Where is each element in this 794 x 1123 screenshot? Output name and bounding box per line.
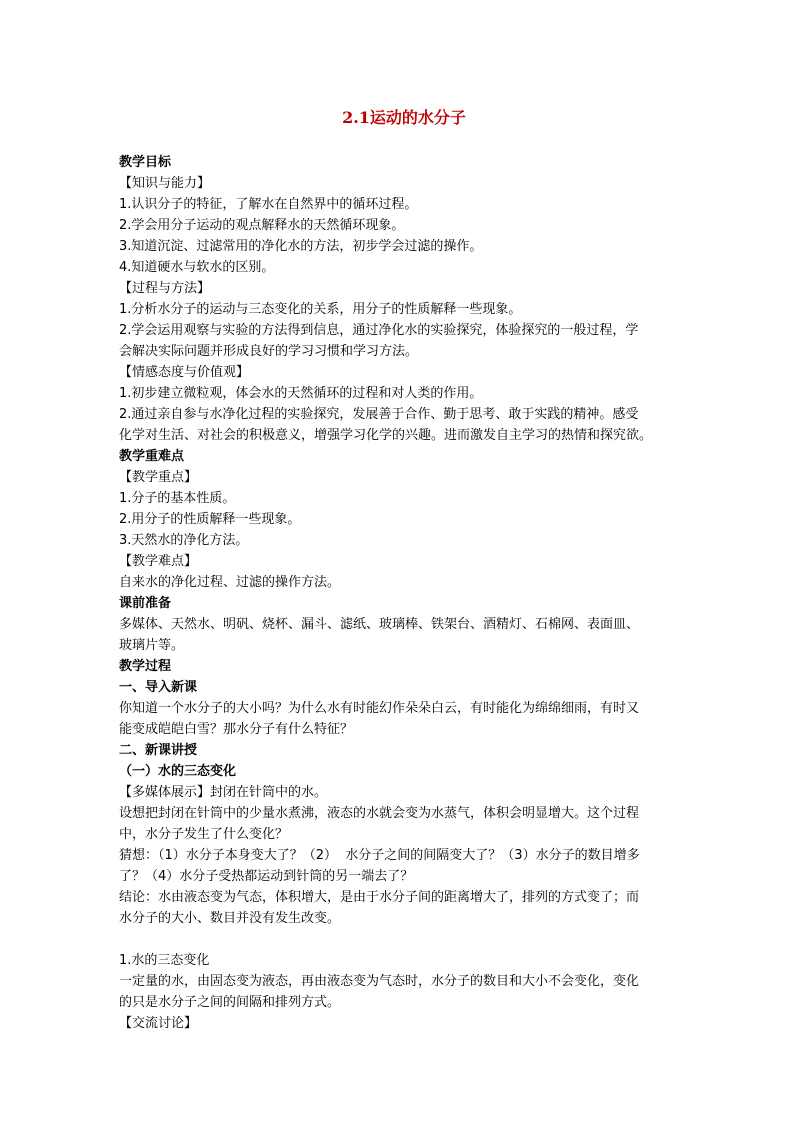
section-heading: 二、新课讲授: [119, 743, 198, 758]
section-heading: 教学目标: [119, 155, 172, 170]
text-line: 【多媒体展示】封闭在针筒中的水。: [119, 785, 328, 800]
text-line: 1.初步建立微粒观，体会水的天然循环的过程和对人类的作用。: [119, 386, 483, 401]
text-line: 2.学会运用观察与实验的方法得到信息，通过净化水的实验探究，体验探究的一般过程，学: [119, 323, 639, 338]
text-line: 结论：水由液态变为气态，体积增大，是由于水分子间的距离增大了，排列的方式变了；而: [119, 890, 640, 905]
text-line: 水分子的大小、数目并没有发生改变。: [119, 911, 341, 926]
text-line: 1.认识分子的特征，了解水在自然界中的循环过程。: [119, 197, 418, 212]
text-line: 【交流讨论】: [119, 1016, 198, 1031]
text-line: 【教学难点】: [119, 554, 198, 569]
text-line: 会解决实际问题并形成良好的学习习惯和学习方法。: [119, 344, 419, 359]
text-line: 中，水分子发生了什么变化？: [119, 827, 289, 842]
text-line: 1.水的三态变化: [119, 953, 210, 968]
text-line: 1.分子的基本性质。: [119, 491, 236, 506]
document-body: [119, 152, 684, 1034]
document-title: 2.1运动的水分子: [342, 108, 466, 127]
text-line: 你知道一个水分子的大小吗？为什么水有时能幻作朵朵白云，有时能化为绵绵细雨，有时又: [119, 701, 640, 716]
section-heading: 课前准备: [119, 596, 172, 611]
blank-line: [119, 929, 684, 950]
section-heading: （一）水的三态变化: [119, 764, 237, 779]
section-heading: 一、导入新课: [119, 680, 198, 695]
text-line: 2.学会用分子运动的观点解释水的天然循环现象。: [119, 218, 405, 233]
text-line: 【情感态度与价值观】: [119, 365, 250, 380]
text-line: 自来水的净化过程、过滤的操作方法。: [119, 575, 341, 590]
text-line: 3.天然水的净化方法。: [119, 533, 249, 548]
text-line: 了？（4）水分子受热都运动到针筒的另一端去了？: [119, 869, 414, 884]
text-line: 2.用分子的性质解释一些现象。: [119, 512, 301, 527]
text-line: 【知识与能力】: [119, 176, 211, 191]
text-line: 【教学重点】: [119, 470, 198, 485]
section-heading: 教学重难点: [119, 449, 185, 464]
text-line: 多媒体、天然水、明矾、烧杯、漏斗、滤纸、玻璃棒、铁架台、酒精灯、石棉网、表面皿、: [119, 617, 640, 632]
text-line: 2.通过亲自参与水净化过程的实验探究，发展善于合作、勤于思考、敢于实践的精神。感受: [119, 407, 639, 422]
text-line: 能变成皑皑白雪？那水分子有什么特征？: [119, 722, 354, 737]
text-line: 【过程与方法】: [119, 281, 211, 296]
text-line: 猜想：（1）水分子本身变大了？（2） 水分子之间的间隔变大了？（3）水分子的数目增多: [119, 848, 640, 863]
text-line: 3.知道沉淀、过滤常用的净化水的方法，初步学会过滤的操作。: [119, 239, 483, 254]
text-line: 4.知道硬水与软水的区别。: [119, 260, 275, 275]
text-line: 1.分析水分子的运动与三态变化的关系，用分子的性质解释一些现象。: [119, 302, 522, 317]
text-line: 设想把封闭在针筒中的少量水煮沸，液态的水就会变为水蒸气，体积会明显增大。这个过程: [119, 806, 640, 821]
text-line: 玻璃片等。: [119, 638, 185, 653]
text-line: 的只是水分子之间的间隔和排列方式。: [119, 995, 341, 1010]
text-line: 化学对生活、对社会的积极意义，增强学习化学的兴趣。进而激发自主学习的热情和探究欲。: [119, 428, 653, 443]
section-heading: 教学过程: [119, 659, 172, 674]
text-line: 一定量的水，由固态变为液态，再由液态变为气态时，水分子的数目和大小不会变化，变化: [119, 974, 640, 989]
